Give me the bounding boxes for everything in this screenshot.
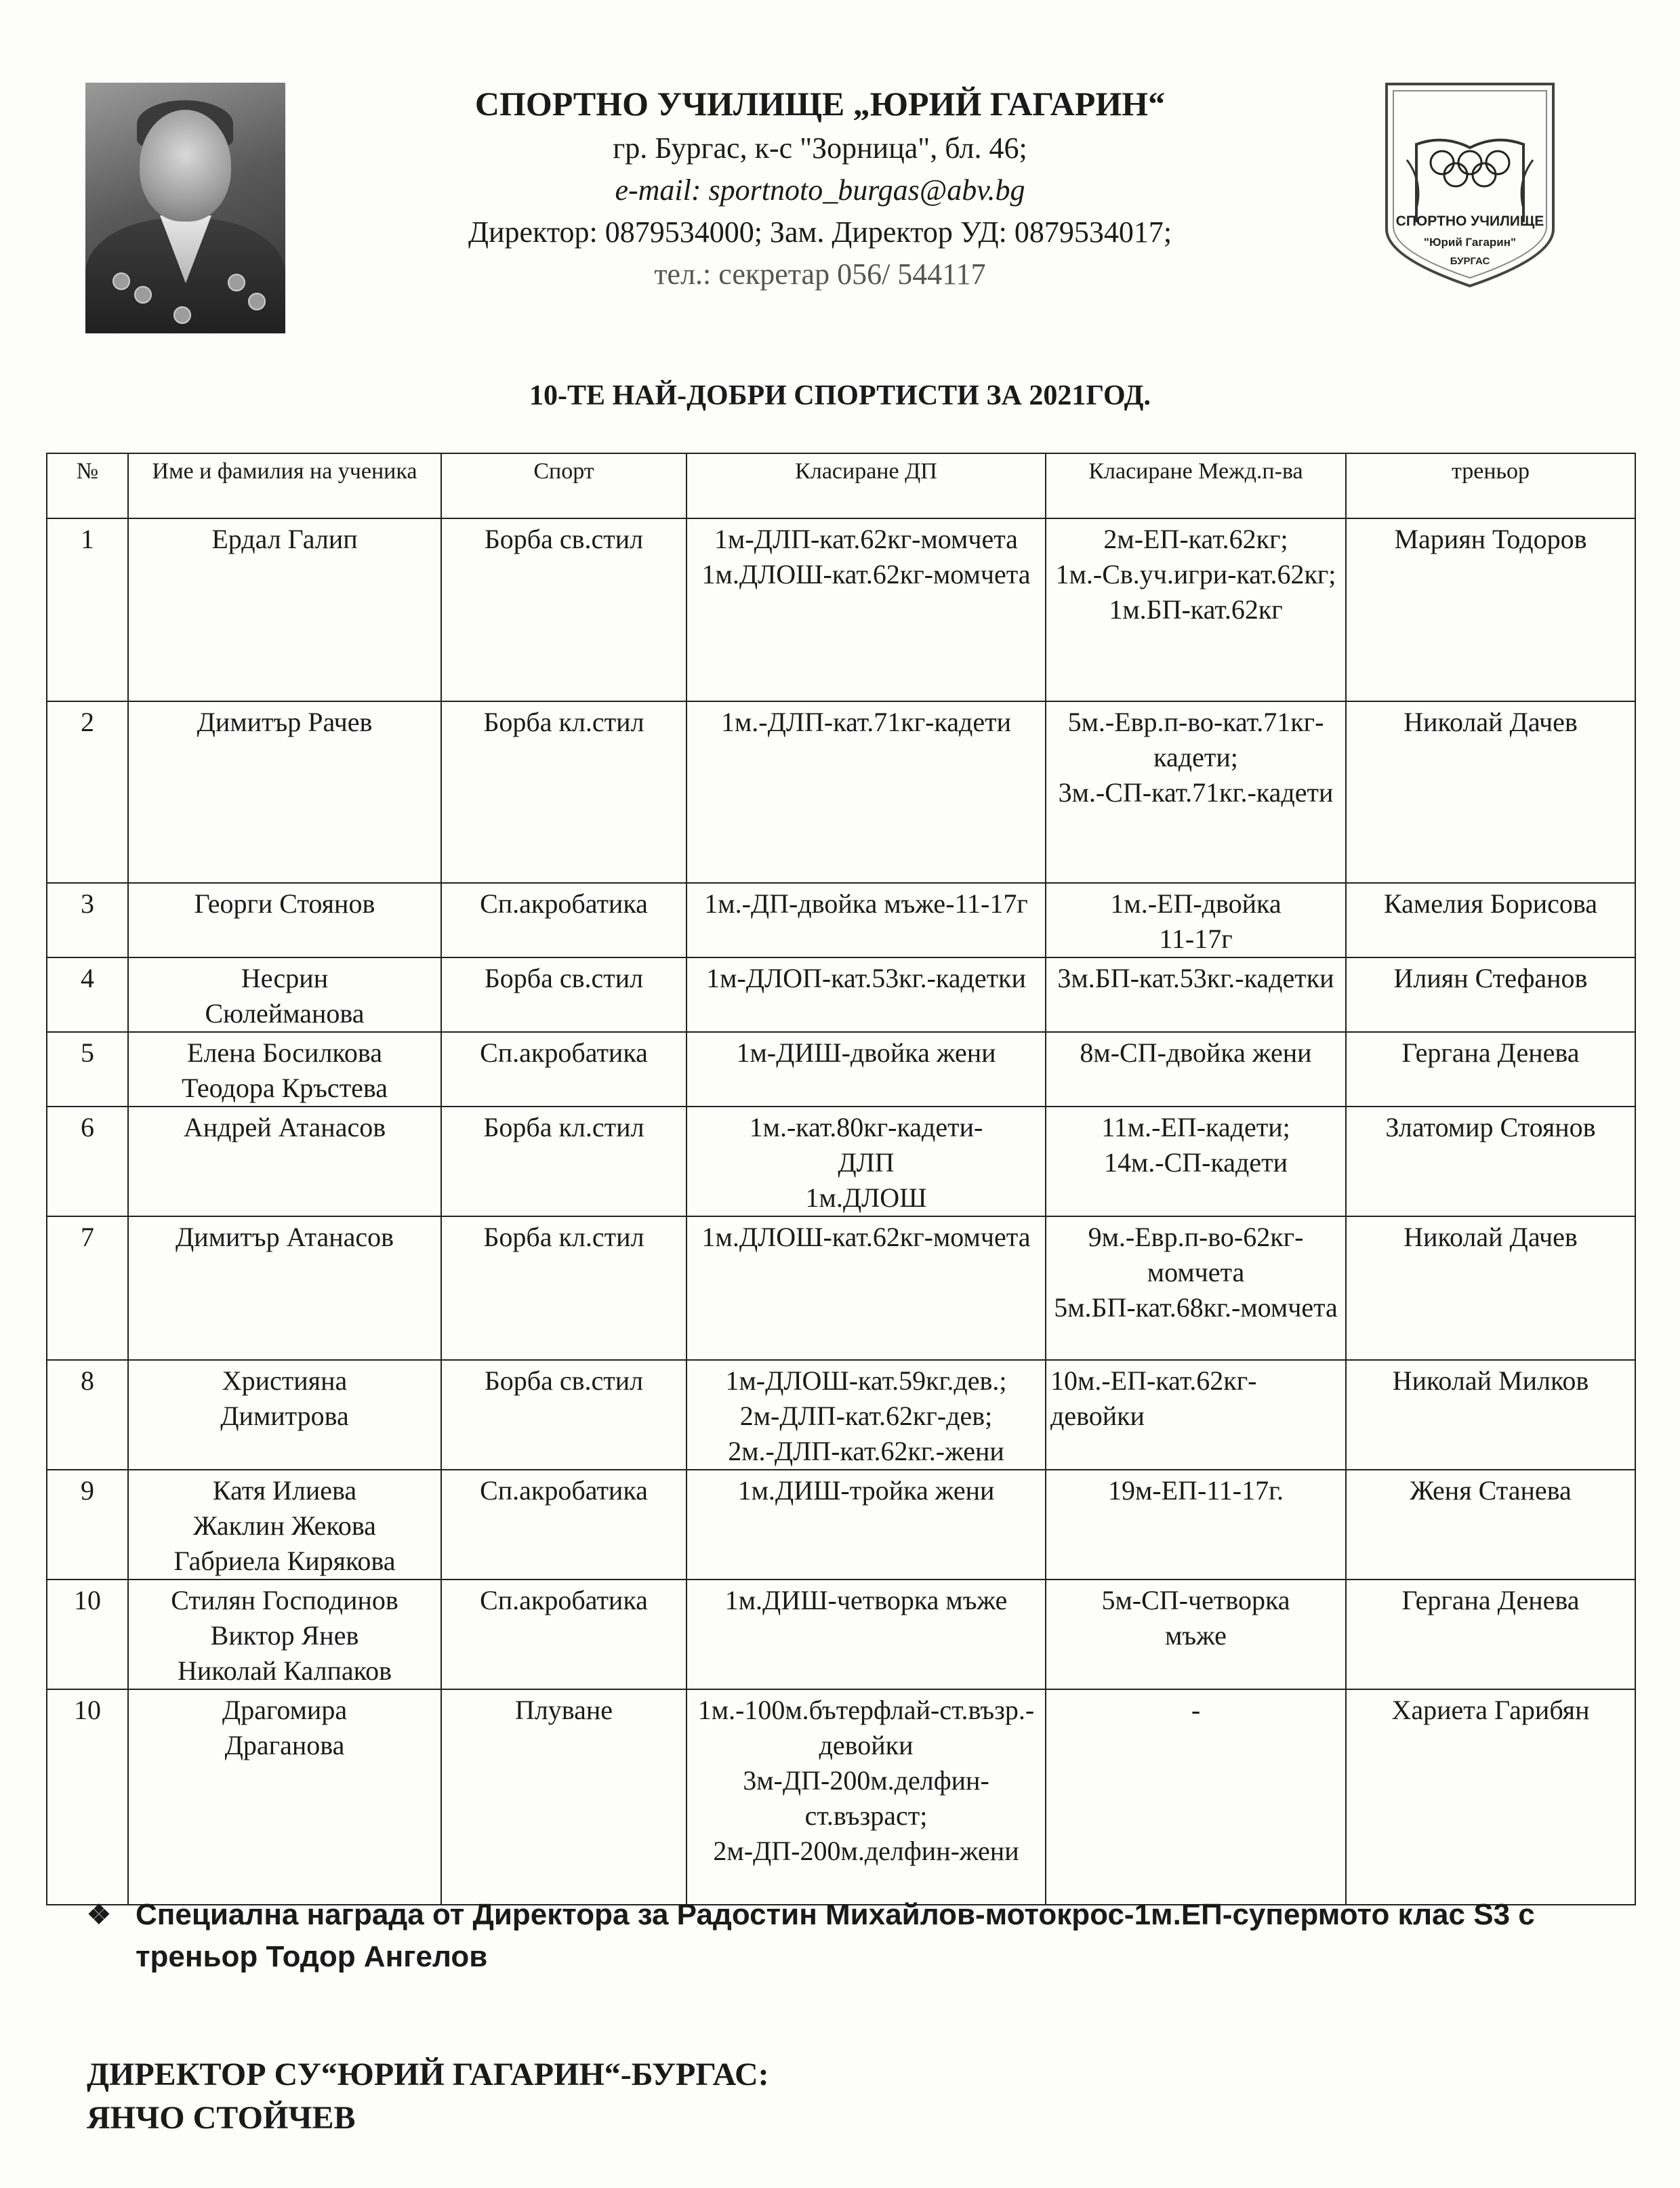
row-number: 9 — [47, 1470, 128, 1580]
row-national-ranking: 1м.ДЛОШ-кат.62кг-момчета — [687, 1216, 1046, 1360]
school-logo — [1382, 80, 1557, 290]
table-row — [47, 1360, 1635, 1470]
school-email: e-mail: sportnoto_burgas@abv.bg — [615, 173, 1025, 207]
table-row — [47, 1470, 1635, 1580]
row-coach: Хариета Гарибян — [1346, 1689, 1635, 1905]
header-national-ranking: Класиране ДП — [687, 453, 1046, 518]
table-row — [47, 518, 1635, 701]
header-number: № — [47, 453, 128, 518]
table-row — [47, 1216, 1635, 1360]
row-number: 8 — [47, 1360, 128, 1470]
row-sport: Сп.акробатика — [441, 1470, 687, 1580]
row-number: 5 — [47, 1032, 128, 1107]
header-international-ranking: Класиране Межд.п-ва — [1046, 453, 1346, 518]
row-international-ranking: 10м.-ЕП-кат.62кг-девойки — [1046, 1360, 1346, 1470]
school-header — [352, 75, 1288, 295]
special-award-note — [87, 1894, 1559, 1978]
header-sport: Спорт — [441, 453, 687, 518]
secretary-phone: тел.: секретар 056/ 544117 — [654, 257, 986, 291]
row-international-ranking: - — [1046, 1689, 1346, 1905]
table-row — [47, 1580, 1635, 1689]
row-national-ranking: 1м.-100м.бътерфлай-ст.възр.-девойки 3м-ДП-200м.делфин-ст.възраст; 2м-ДП-200м.делфин-жени — [687, 1689, 1046, 1905]
row-number: 2 — [47, 701, 128, 883]
row-sport: Борба св.стил — [441, 518, 687, 701]
row-name: Димитър Атанасов — [128, 1216, 441, 1360]
row-coach: Гергана Денева — [1346, 1580, 1635, 1689]
table-row — [47, 957, 1635, 1032]
school-phones: Директор: 0879534000; Зам. Директор УД: 0879534017; — [468, 215, 1172, 249]
row-sport: Борба св.стил — [441, 957, 687, 1032]
row-name: Димитър Рачев — [128, 701, 441, 883]
row-national-ranking: 1м-ДЛОШ-кат.59кг.дев.; 2м-ДЛП-кат.62кг-дев; 2м.-ДЛП-кат.62кг.-жени — [687, 1360, 1046, 1470]
table-row — [47, 1107, 1635, 1216]
row-international-ranking: 1м.-ЕП-двойка 11-17г — [1046, 883, 1346, 957]
header-coach: треньор — [1346, 453, 1635, 518]
table-body — [47, 518, 1635, 1905]
document-title: 10-ТЕ НАЙ-ДОБРИ СПОРТИСТИ ЗА 2021ГОД. — [529, 380, 1151, 411]
row-coach: Мариян Тодоров — [1346, 518, 1635, 701]
school-logo-emblem — [1382, 80, 1557, 290]
row-sport: Плуване — [441, 1689, 687, 1905]
row-name: Стилян Господинов Виктор Янев Николай Калпаков — [128, 1580, 441, 1689]
logo-line3: БУРГАС — [1450, 255, 1490, 267]
logo-line1: СПОРТНО УЧИЛИЩЕ — [1395, 213, 1544, 229]
row-national-ranking: 1м.ДИШ-тройка жени — [687, 1470, 1046, 1580]
note-bullet: ❖ — [87, 1900, 111, 1930]
table-row — [47, 1032, 1635, 1107]
row-sport: Сп.акробатика — [441, 1032, 687, 1107]
row-name: Християна Димитрова — [128, 1360, 441, 1470]
row-international-ranking: 19м-ЕП-11-17г. — [1046, 1470, 1346, 1580]
row-name: Георги Стоянов — [128, 883, 441, 957]
row-number: 7 — [47, 1216, 128, 1360]
row-coach: Женя Станева — [1346, 1470, 1635, 1580]
row-international-ranking: 5м.-Евр.п-во-кат.71кг-кадети; 3м.-СП-кат.71кг.-кадети — [1046, 701, 1346, 883]
row-international-ranking: 11м.-ЕП-кадети; 14м.-СП-кадети — [1046, 1107, 1346, 1216]
row-coach: Златомир Стоянов — [1346, 1107, 1635, 1216]
row-name: Катя Илиева Жаклин Жекова Габриела Кирякова — [128, 1470, 441, 1580]
row-name: Драгомира Драганова — [128, 1689, 441, 1905]
row-coach: Гергана Денева — [1346, 1032, 1635, 1107]
row-sport: Сп.акробатика — [441, 1580, 687, 1689]
row-sport: Борба св.стил — [441, 1360, 687, 1470]
director-signature-block — [87, 2053, 769, 2140]
table-row — [47, 883, 1635, 957]
row-number: 4 — [47, 957, 128, 1032]
header-name: Име и фамилия на ученика — [128, 453, 441, 518]
director-title: ДИРЕКТОР СУ“ЮРИЙ ГАГАРИН“-БУРГАС: — [87, 2057, 769, 2092]
row-national-ranking: 1м.-ДЛП-кат.71кг-кадети — [687, 701, 1046, 883]
row-coach: Николай Милков — [1346, 1360, 1635, 1470]
row-name: Андрей Атанасов — [128, 1107, 441, 1216]
row-coach: Камелия Борисова — [1346, 883, 1635, 957]
row-number: 10 — [47, 1689, 128, 1905]
row-national-ranking: 1м-ДЛП-кат.62кг-момчета 1м.ДЛОШ-кат.62кг-момчета — [687, 518, 1046, 701]
row-national-ranking: 1м.-кат.80кг-кадети- ДЛП 1м.ДЛОШ — [687, 1107, 1046, 1216]
note-text: Специална награда от Директора за Радостин Михайлов-мотокрос-1м.ЕП-супермото клас S3 с треньор Тодор Ангелов — [136, 1898, 1535, 1973]
row-international-ranking: 3м.БП-кат.53кг.-кадетки — [1046, 957, 1346, 1032]
table-row — [47, 1689, 1635, 1905]
row-name: Ердал Галип — [128, 518, 441, 701]
logo-line2: "Юрий Гагарин" — [1423, 236, 1517, 249]
row-number: 1 — [47, 518, 128, 701]
row-national-ranking: 1м-ДИШ-двойка жени — [687, 1032, 1046, 1107]
row-number: 10 — [47, 1580, 128, 1689]
row-coach: Илиян Стефанов — [1346, 957, 1635, 1032]
row-name: Елена Босилкова Теодора Кръстева — [128, 1032, 441, 1107]
row-national-ranking: 1м.-ДП-двойка мъже-11-17г — [687, 883, 1046, 957]
row-international-ranking: 9м.-Евр.п-во-62кг-момчета 5м.БП-кат.68кг.-момчета — [1046, 1216, 1346, 1360]
row-international-ranking: 2м-ЕП-кат.62кг; 1м.-Св.уч.игри-кат.62кг; 1м.БП-кат.62кг — [1046, 518, 1346, 701]
row-name: Несрин Сюлейманова — [128, 957, 441, 1032]
row-coach: Николай Дачев — [1346, 701, 1635, 883]
row-national-ranking: 1м-ДЛОП-кат.53кг.-кадетки — [687, 957, 1046, 1032]
row-number: 3 — [47, 883, 128, 957]
row-national-ranking: 1м.ДИШ-четворка мъже — [687, 1580, 1046, 1689]
row-sport: Борба кл.стил — [441, 1216, 687, 1360]
row-sport: Борба кл.стил — [441, 1107, 687, 1216]
table-header-row — [47, 453, 1635, 518]
row-coach: Николай Дачев — [1346, 1216, 1635, 1360]
row-international-ranking: 8м-СП-двойка жени — [1046, 1032, 1346, 1107]
row-number: 6 — [47, 1107, 128, 1216]
school-address: гр. Бургас, к-с "Зорница", бл. 46; — [613, 131, 1027, 165]
row-sport: Борба кл.стил — [441, 701, 687, 883]
gagarin-portrait-photo — [85, 83, 285, 333]
athletes-table — [46, 453, 1636, 1905]
row-international-ranking: 5м-СП-четворка мъже — [1046, 1580, 1346, 1689]
director-name: ЯНЧО СТОЙЧЕВ — [87, 2100, 356, 2136]
school-name: СПОРТНО УЧИЛИЩЕ „ЮРИЙ ГАГАРИН“ — [474, 85, 1166, 123]
table-row — [47, 701, 1635, 883]
row-sport: Сп.акробатика — [441, 883, 687, 957]
